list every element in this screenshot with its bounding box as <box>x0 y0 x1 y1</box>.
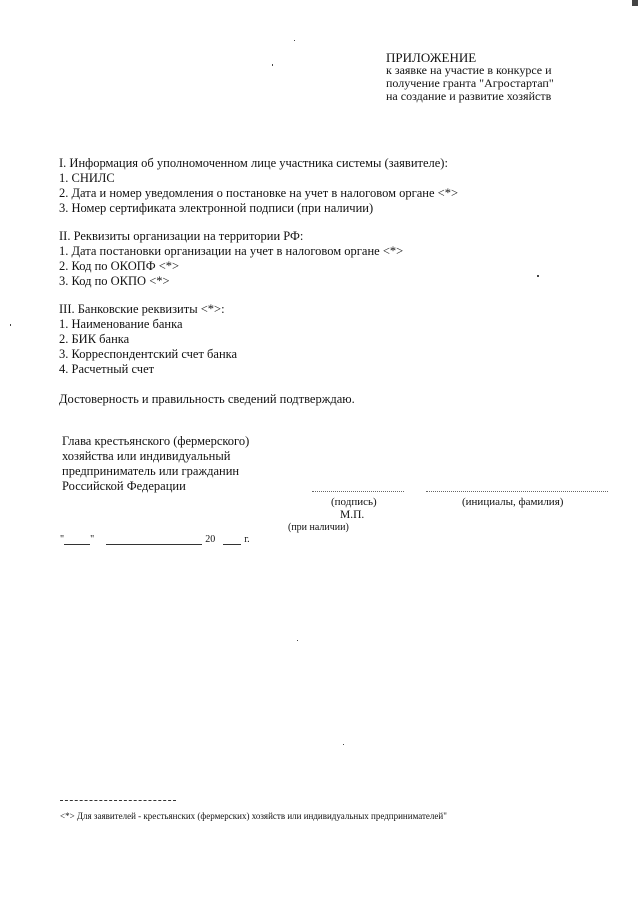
scan-speck <box>294 40 295 41</box>
footnote-text: <*> Для заявителей - крестьянских (фермерских) хозяйств или индивидуальных предпринимателей" <box>60 811 447 821</box>
signer-line: предприниматель или гражданин <box>62 464 240 478</box>
month-blank <box>106 535 202 545</box>
appendix-header <box>386 51 626 103</box>
year-suffix: г. <box>244 534 250 545</box>
stamp-note: (при наличии) <box>288 522 349 533</box>
list-item: 1. Дата постановки организации на учет в налоговом органе <*> <box>59 244 404 258</box>
section-heading: III. Банковские реквизиты <*>: <box>59 302 225 316</box>
scan-speck <box>537 275 539 277</box>
scan-speck <box>272 64 273 66</box>
appendix-subtitle-line: к заявке на участие в конкурсе и <box>386 63 552 77</box>
name-caption: (инициалы, фамилия) <box>462 496 564 508</box>
list-item: 3. Код по ОКПО <*> <box>59 274 170 288</box>
footnote-separator <box>60 800 176 801</box>
section-organization-details <box>59 229 403 289</box>
signer-line: Российской Федерации <box>62 479 186 493</box>
signature-line <box>312 491 404 492</box>
appendix-subtitle-line: на создание и развитие хозяйств <box>386 89 552 103</box>
section-heading: II. Реквизиты организации на территории РФ: <box>59 229 304 243</box>
list-item: 1. СНИЛС <box>59 171 115 185</box>
stamp-label: М.П. <box>340 509 365 521</box>
list-item: 2. Код по ОКОПФ <*> <box>59 259 180 273</box>
section-applicant-info <box>59 156 458 216</box>
day-blank <box>64 535 90 545</box>
date-open-quote: " <box>60 534 65 545</box>
section-heading: I. Информация об уполномоченном лице участника системы (заявителе): <box>59 156 448 170</box>
list-item: 2. Дата и номер уведомления о постановке на учет в налоговом органе <*> <box>59 186 458 200</box>
signer-line: хозяйства или индивидуальный <box>62 449 231 463</box>
signature-caption: (подпись) <box>331 496 377 508</box>
scan-speck <box>632 0 638 6</box>
list-item: 4. Расчетный счет <box>59 362 155 376</box>
list-item: 3. Номер сертификата электронной подписи (при наличии) <box>59 201 374 215</box>
date-close-quote: " <box>90 534 95 545</box>
list-item: 2. БИК банка <box>59 332 130 346</box>
year-prefix: 20 <box>205 534 216 545</box>
scan-speck <box>297 640 298 641</box>
date-field-row <box>60 534 250 545</box>
year-blank <box>223 535 241 545</box>
list-item: 1. Наименование банка <box>59 317 183 331</box>
scan-speck <box>10 324 11 326</box>
name-line <box>426 491 608 492</box>
confirmation-statement: Достоверность и правильность сведений подтверждаю. <box>59 392 355 406</box>
list-item: 3. Корреспондентский счет банка <box>59 347 238 361</box>
section-bank-details <box>59 302 237 377</box>
appendix-subtitle-line: получение гранта "Агростартап" <box>386 76 554 90</box>
signer-line: Глава крестьянского (фермерского) <box>62 434 250 448</box>
scan-speck <box>343 744 344 745</box>
appendix-title: ПРИЛОЖЕНИЕ <box>386 50 477 65</box>
signer-title <box>62 434 249 494</box>
